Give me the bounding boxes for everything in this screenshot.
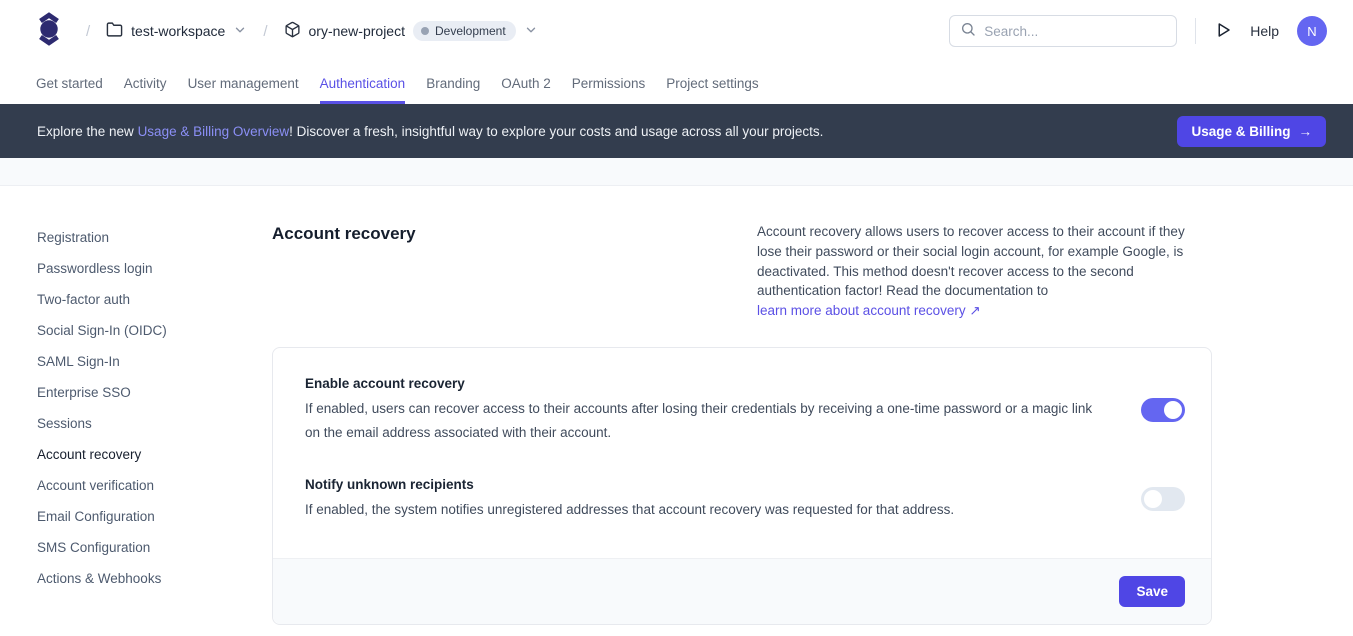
toggle-knob [1144,490,1162,508]
learn-more-label: learn more about account recovery [757,303,966,319]
environment-label: Development [434,24,506,38]
environment-dot-icon [421,27,429,35]
enable-account-recovery-toggle[interactable] [1141,398,1185,422]
enable-account-recovery-description: If enabled, users can recover access to their accounts after losing their credentials by receiving a one-time password or a magic link on the email address associated with their account. [305,400,1093,440]
learn-more-link[interactable] [757,301,981,321]
enable-account-recovery-label: Enable account recovery [305,375,465,391]
sidebar-item-sessions[interactable]: Sessions [37,408,92,439]
header-divider [1195,18,1196,44]
project-switcher[interactable] [284,21,538,41]
tab-oauth2[interactable]: OAuth 2 [501,62,551,104]
breadcrumb [36,12,949,51]
sub-band [0,158,1353,186]
ory-logo-icon [36,12,62,51]
workspace-switcher[interactable] [106,21,247,41]
tab-user-management[interactable]: User management [188,62,299,104]
section-description-text: Account recovery allows users to recover access to their account if they lose their password or their social login account, for example Google, is deactivated. This method doesn't recover access to the second authentication factor! Read the documentation to [757,224,1185,299]
notify-unknown-recipients-description: If enabled, the system notifies unregistered addresses that account recovery was requested for that address. [305,501,955,517]
avatar[interactable]: N [1297,16,1327,46]
toggle-knob [1164,401,1182,419]
authentication-sidenav [37,222,272,625]
usage-billing-button[interactable] [1177,116,1326,147]
content-area [0,186,1353,625]
search-icon [960,21,976,42]
page-title: Account recovery [272,224,416,243]
sidebar-item-actions-webhooks[interactable]: Actions & Webhooks [37,563,161,594]
setting-row-enable-account-recovery [305,376,1185,445]
sidebar-item-sms-configuration[interactable]: SMS Configuration [37,532,150,563]
external-link-icon: ↗ [969,303,981,319]
chevron-down-icon [524,23,538,40]
folder-icon [106,21,123,41]
workspace-name: test-workspace [131,23,226,39]
sidebar-item-account-recovery[interactable]: Account recovery [37,439,141,470]
save-button[interactable]: Save [1119,576,1185,607]
usage-billing-button-label: Usage & Billing [1191,123,1291,139]
banner-text-before: Explore the new [37,123,138,139]
play-icon [1214,21,1232,42]
arrow-right-icon: → [1298,123,1312,139]
tab-project-settings[interactable]: Project settings [666,62,758,104]
setting-row-notify-unknown-recipients [305,477,1185,522]
banner-text [37,124,823,139]
tab-permissions[interactable]: Permissions [572,62,646,104]
ory-logo[interactable] [36,12,62,51]
project-nav-tabs [0,62,1353,104]
sidebar-item-registration[interactable]: Registration [37,222,109,253]
breadcrumb-separator: / [86,22,91,40]
tab-authentication[interactable]: Authentication [320,62,406,104]
sidebar-item-saml-sign-in[interactable]: SAML Sign-In [37,346,120,377]
sidebar-item-social-sign-in-oidc[interactable]: Social Sign-In (OIDC) [37,315,167,346]
tab-branding[interactable]: Branding [426,62,480,104]
sidebar-item-passwordless-login[interactable]: Passwordless login [37,253,153,284]
top-bar [0,0,1353,62]
notify-unknown-recipients-toggle[interactable] [1141,487,1185,511]
sidebar-item-enterprise-sso[interactable]: Enterprise SSO [37,377,131,408]
search-box [949,15,1177,47]
environment-badge [413,21,516,41]
usage-billing-overview-link[interactable]: Usage & Billing Overview [137,123,290,139]
banner-text-after: ! Discover a fresh, insightful way to explore your costs and usage across all your projects. [289,123,824,139]
sidebar-item-account-verification[interactable]: Account verification [37,470,154,501]
help-link[interactable]: Help [1250,23,1279,39]
package-icon [284,21,301,41]
tab-activity[interactable]: Activity [124,62,167,104]
sidebar-item-two-factor-auth[interactable]: Two-factor auth [37,284,130,315]
section-description [757,222,1212,321]
search-input[interactable] [984,24,1166,39]
account-recovery-card [272,347,1212,625]
play-button[interactable] [1214,21,1232,42]
sidebar-item-email-configuration[interactable]: Email Configuration [37,501,155,532]
chevron-down-icon [233,23,247,40]
project-name: ory-new-project [308,23,405,39]
main-panel [272,222,1353,625]
notify-unknown-recipients-label: Notify unknown recipients [305,476,474,492]
usage-billing-banner [0,104,1353,158]
tab-get-started[interactable]: Get started [36,62,103,104]
breadcrumb-separator: / [263,22,268,40]
card-footer [273,558,1211,624]
